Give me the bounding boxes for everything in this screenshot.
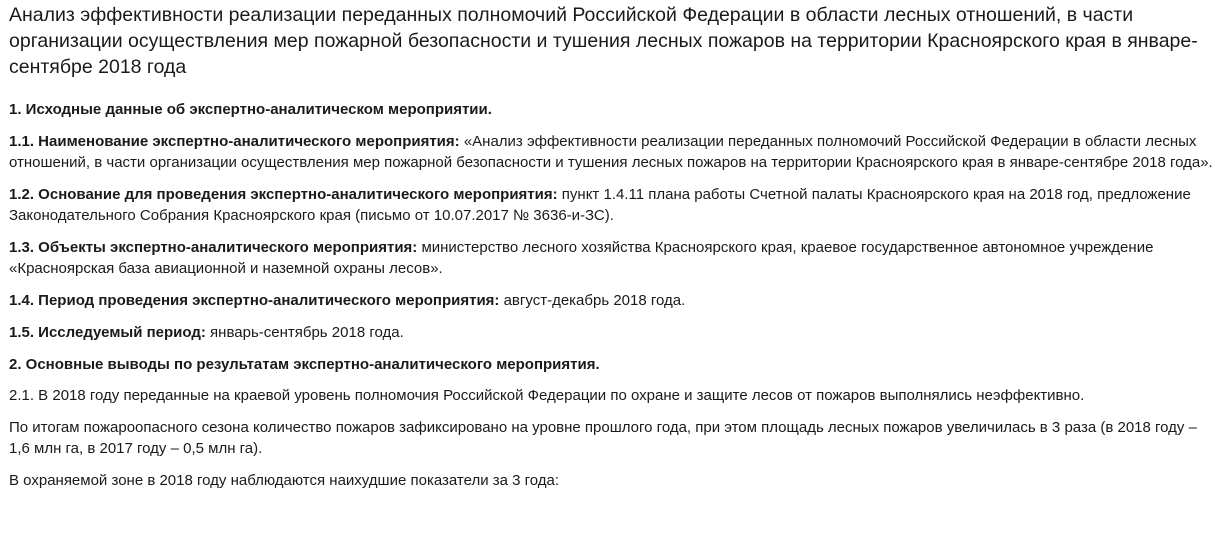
paragraph-fire-area: По итогам пожароопасного сезона количество пожаров зафиксировано на уровне прошлого года, при этом площадь лесных пожаров увеличилась в 3 раза (в 2018 году – 1,6 млн га, в 2017 году – 0,5 млн га). [9,419,1197,457]
document-body [9,99,1217,491]
paragraph-2-1: 2.1. В 2018 году переданные на краевой уровень полномочия Российской Федерации по охране и защите лесов от пожаров выполнялись неэффективно. [9,387,1085,404]
section-1-heading: 1. Исходные данные об экспертно-аналитическом мероприятии. [9,101,492,118]
section-2-heading: 2. Основные выводы по результатам экспертно-аналитического мероприятия. [9,356,600,373]
item-1-3-text: министерство лесного хозяйства Красноярского края, краевое государственное автономное учреждение «Красноярская база авиационной и наземной охраны лесов». [9,239,1154,277]
item-1-2-text: пункт 1.4.11 плана работы Счетной палаты Красноярского края на 2018 год, предложение Законодательного Собрания Красноярского края (письмо от 10.07.2017 № 3636-и-ЗС). [9,186,1191,224]
item-1-3 [9,237,1217,279]
item-1-4-text: август-декабрь 2018 года. [499,292,686,309]
item-1-1-text: «Анализ эффективности реализации переданных полномочий Российской Федерации в области лесных отношений, в части организации осуществления мер пожарной безопасности и тушения лесных пожаров на территории Красноярского края в январе-сентябре 2018 года». [9,133,1213,171]
item-1-5 [9,322,1217,343]
item-1-1-label: 1.1. Наименование экспертно-аналитического мероприятия: [9,133,460,150]
item-1-4-label: 1.4. Период проведения экспертно-аналитического мероприятия: [9,292,500,309]
item-1-3-label: 1.3. Объекты экспертно-аналитического мероприятия: [9,239,418,256]
item-1-4 [9,290,1217,311]
item-1-5-text: январь-сентябрь 2018 года. [205,324,404,341]
document-title: Анализ эффективности реализации переданных полномочий Российской Федерации в области лесных отношений, в части организации осуществления мер пожарной безопасности и тушения лесных пожаров на территории Красноярского края в январе-сентябре 2018 года [9,4,1198,78]
item-1-2-label: 1.2. Основание для проведения экспертно-аналитического мероприятия: [9,186,558,203]
item-1-2 [9,184,1217,226]
item-1-5-label: 1.5. Исследуемый период: [9,324,206,341]
item-1-1 [9,131,1217,173]
paragraph-protected-zone: В охраняемой зоне в 2018 году наблюдаются наихудшие показатели за 3 года: [9,472,560,489]
